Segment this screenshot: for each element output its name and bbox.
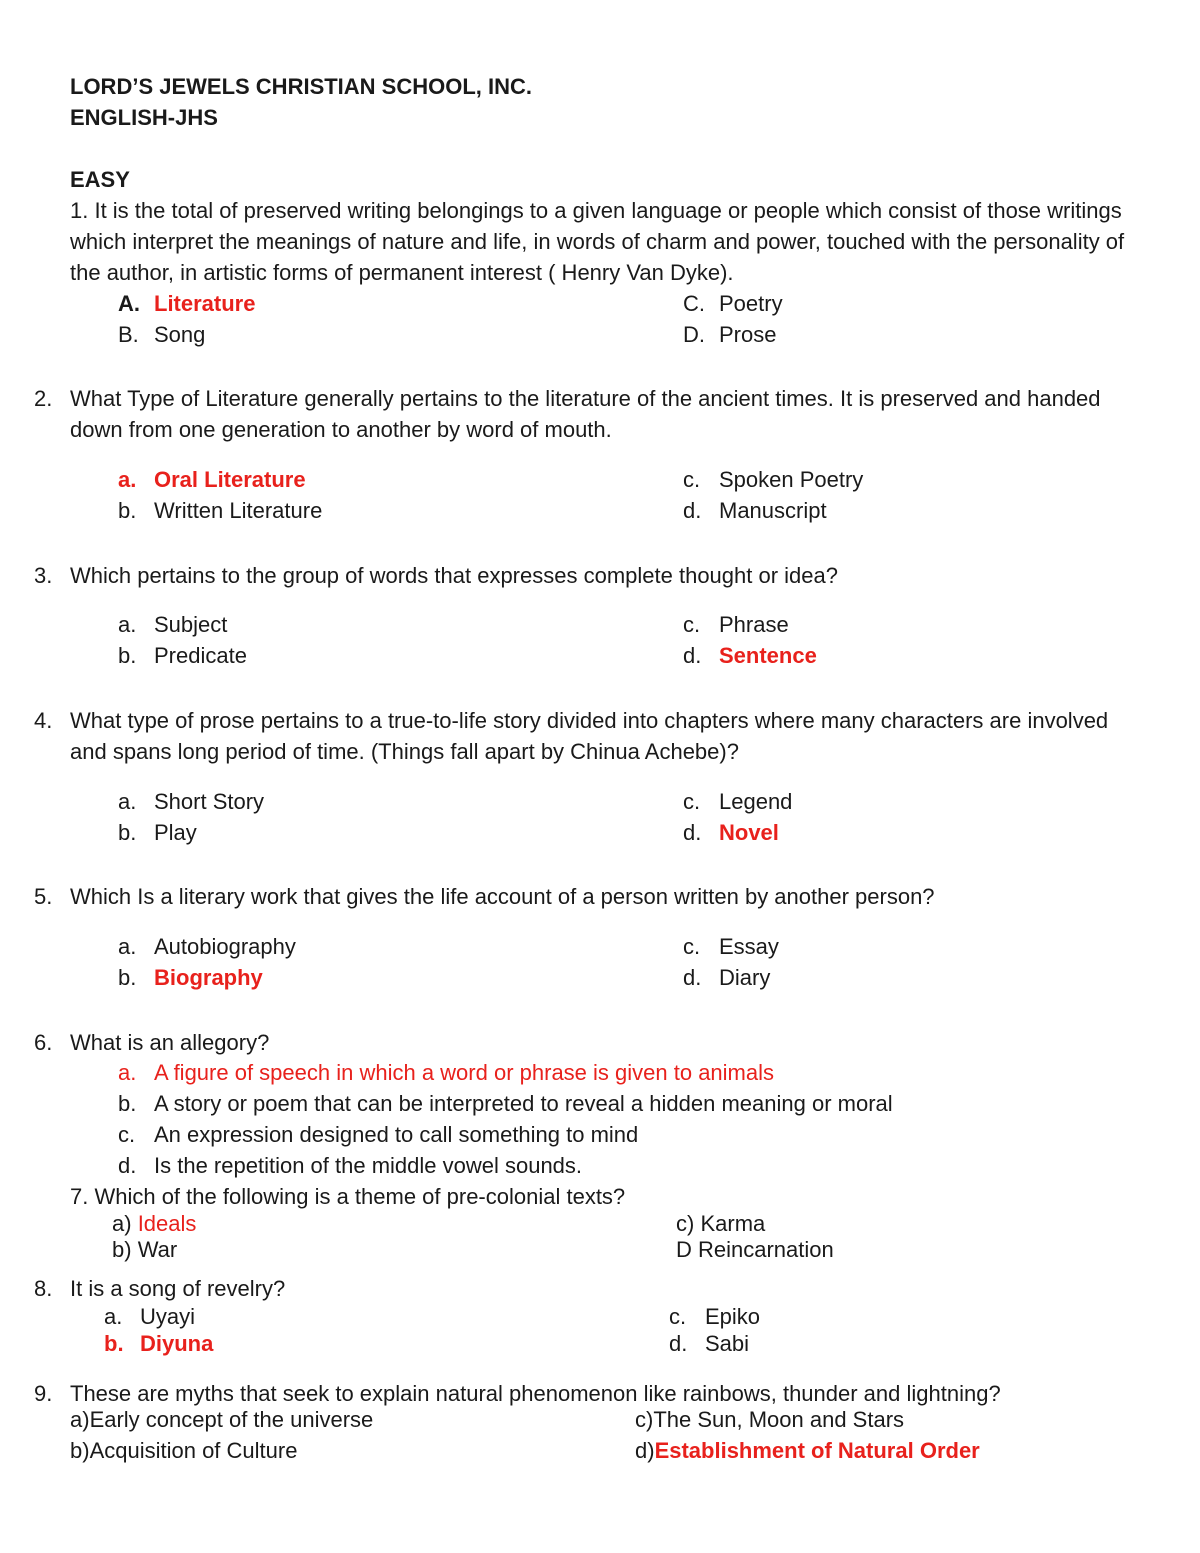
option-text: Acquisition of Culture [89,1438,298,1463]
q4-option-d [683,820,779,846]
option-text: Uyayi [140,1304,196,1329]
option-letter: d. [669,1331,688,1356]
option-text: War [137,1237,178,1262]
question-7-text: 7. Which of the following is a theme of pre-colonial texts? [70,1184,626,1209]
q5-option-a [118,934,296,960]
option-letter: b. [118,643,137,668]
option-letter: b. [118,965,137,990]
q8-option-b [104,1331,213,1357]
option-text: Early concept of the universe [89,1407,374,1432]
q3-option-b [118,643,247,669]
option-text: Song [154,322,206,347]
option-letter: c. [118,1122,136,1147]
q9-option-d [635,1438,980,1464]
option-letter: c. [683,934,701,959]
option-letter: b. [118,1091,137,1116]
question-1-text: 1. It is the total of preserved writing belongings to a given language or people which consist of those writings which interpret the meanings of nature and life, in words of charm and power, touched with the personality of the author, in artistic forms of permanent interest ( Henry Van Dyke). [70,198,1125,285]
option-letter: b. [104,1331,124,1356]
question-5-text: Which Is a literary work that gives the life account of a person written by another person? [70,884,935,909]
option-text: Subject [154,612,228,637]
option-text: Reincarnation [698,1237,834,1262]
q1-option-b [118,322,205,348]
q3-option-c [683,612,789,638]
option-letter: a) [112,1211,138,1236]
q2-option-b [118,498,322,524]
q2-option-d [683,498,827,524]
option-letter: d. [683,965,702,990]
option-letter: a. [118,789,137,814]
q8-option-d [669,1331,749,1357]
option-letter: a. [118,1060,137,1085]
option-text: Sabi [705,1331,750,1356]
option-text: An expression designed to call something to mind [154,1122,639,1147]
q9-option-a [70,1407,373,1433]
option-letter: b) [70,1438,90,1463]
option-letter: B. [118,322,139,347]
subject-title: ENGLISH-JHS [70,105,218,130]
option-letter: c. [683,467,701,492]
option-text-correct: A figure of speech in which a word or phrase is given to animals [154,1060,774,1085]
option-letter: b. [118,498,137,523]
option-letter: C. [683,291,705,316]
option-text: Phrase [719,612,789,637]
option-text: Written Literature [154,498,323,523]
q5-option-d [683,965,770,991]
option-letter: c) [676,1211,701,1236]
q5-option-c [683,934,779,960]
option-text-correct: Novel [719,820,779,845]
option-text-correct: Literature [154,291,256,316]
option-text: Play [154,820,197,845]
option-letter: a. [118,467,137,492]
option-text: Spoken Poetry [719,467,864,492]
option-text-correct: Oral Literature [154,467,306,492]
option-text: Autobiography [154,934,296,959]
option-letter: A. [118,291,140,316]
question-3-number: 3. [34,563,53,588]
option-text: Legend [719,789,793,814]
q7-option-b [112,1237,177,1263]
option-text: Short Story [154,789,265,814]
question-4-number: 4. [34,708,53,733]
option-letter: D. [683,322,705,347]
option-letter: d. [683,820,702,845]
option-text: Prose [719,322,777,347]
q3-option-a [118,612,227,638]
q4-option-c [683,789,792,815]
q4-option-a [118,789,264,815]
option-text: Predicate [154,643,247,668]
q7-option-d [676,1237,834,1263]
option-text-correct: Diyuna [140,1331,214,1356]
question-9-number: 9. [34,1381,53,1406]
option-letter: a) [70,1407,90,1432]
q6-option-d [118,1153,582,1179]
option-text: A story or poem that can be interpreted to reveal a hidden meaning or moral [154,1091,893,1116]
option-letter: c. [669,1304,687,1329]
option-letter: d. [683,643,702,668]
option-letter: a. [104,1304,123,1329]
q9-option-b [70,1438,297,1464]
difficulty-level: EASY [70,167,130,192]
q4-option-b [118,820,197,846]
option-text-correct: Establishment of Natural Order [654,1438,980,1463]
option-text-correct: Ideals [137,1211,197,1236]
option-letter: c. [683,789,701,814]
school-name: LORD’S JEWELS CHRISTIAN SCHOOL, INC. [70,74,533,99]
question-2-number: 2. [34,386,53,411]
option-letter: c. [683,612,701,637]
q6-option-a [118,1060,774,1086]
q8-option-c [669,1304,760,1330]
option-letter: d. [683,498,702,523]
q6-option-c [118,1122,638,1148]
option-text: Epiko [705,1304,761,1329]
question-8-number: 8. [34,1276,53,1301]
option-text: Karma [700,1211,766,1236]
question-4-text: What type of prose pertains to a true-to-life story divided into chapters where many characters are involved and spans long period of time. (Things fall apart by Chinua Achebe)? [70,708,1109,764]
q8-option-a [104,1304,195,1330]
option-text-correct: Sentence [719,643,817,668]
q5-option-b [118,965,263,991]
q1-option-d [683,322,776,348]
option-letter: d) [635,1438,655,1463]
q7-option-c [676,1211,765,1237]
option-letter: b) [112,1237,138,1262]
option-letter: c) [635,1407,654,1432]
q2-option-a [118,467,306,493]
question-3-text: Which pertains to the group of words that expresses complete thought or idea? [70,563,838,588]
question-9-text: These are myths that seek to explain natural phenomenon like rainbows, thunder and lightning? [70,1381,1001,1406]
question-6-text: What is an allegory? [70,1030,270,1055]
q7-option-a [112,1211,196,1237]
option-text: Essay [719,934,779,959]
q3-option-d [683,643,817,669]
q6-option-b [118,1091,893,1117]
question-5-number: 5. [34,884,53,909]
question-6-number: 6. [34,1030,53,1055]
option-letter: a. [118,934,137,959]
option-text: Poetry [719,291,783,316]
q1-option-a [118,291,255,317]
question-2-text: What Type of Literature generally pertains to the literature of the ancient times. It is preserved and handed down from one generation to another by word of mouth. [70,386,1101,442]
option-text: Diary [719,965,771,990]
option-letter: d. [118,1153,137,1178]
option-text: Manuscript [719,498,827,523]
option-letter: D [676,1237,698,1262]
q9-option-c [635,1407,904,1433]
option-letter: a. [118,612,137,637]
option-letter: b. [118,820,137,845]
q1-option-c [683,291,783,317]
option-text-correct: Biography [154,965,263,990]
option-text: Is the repetition of the middle vowel sounds. [154,1153,583,1178]
q2-option-c [683,467,863,493]
option-text: The Sun, Moon and Stars [653,1407,905,1432]
question-8-text: It is a song of revelry? [70,1276,286,1301]
